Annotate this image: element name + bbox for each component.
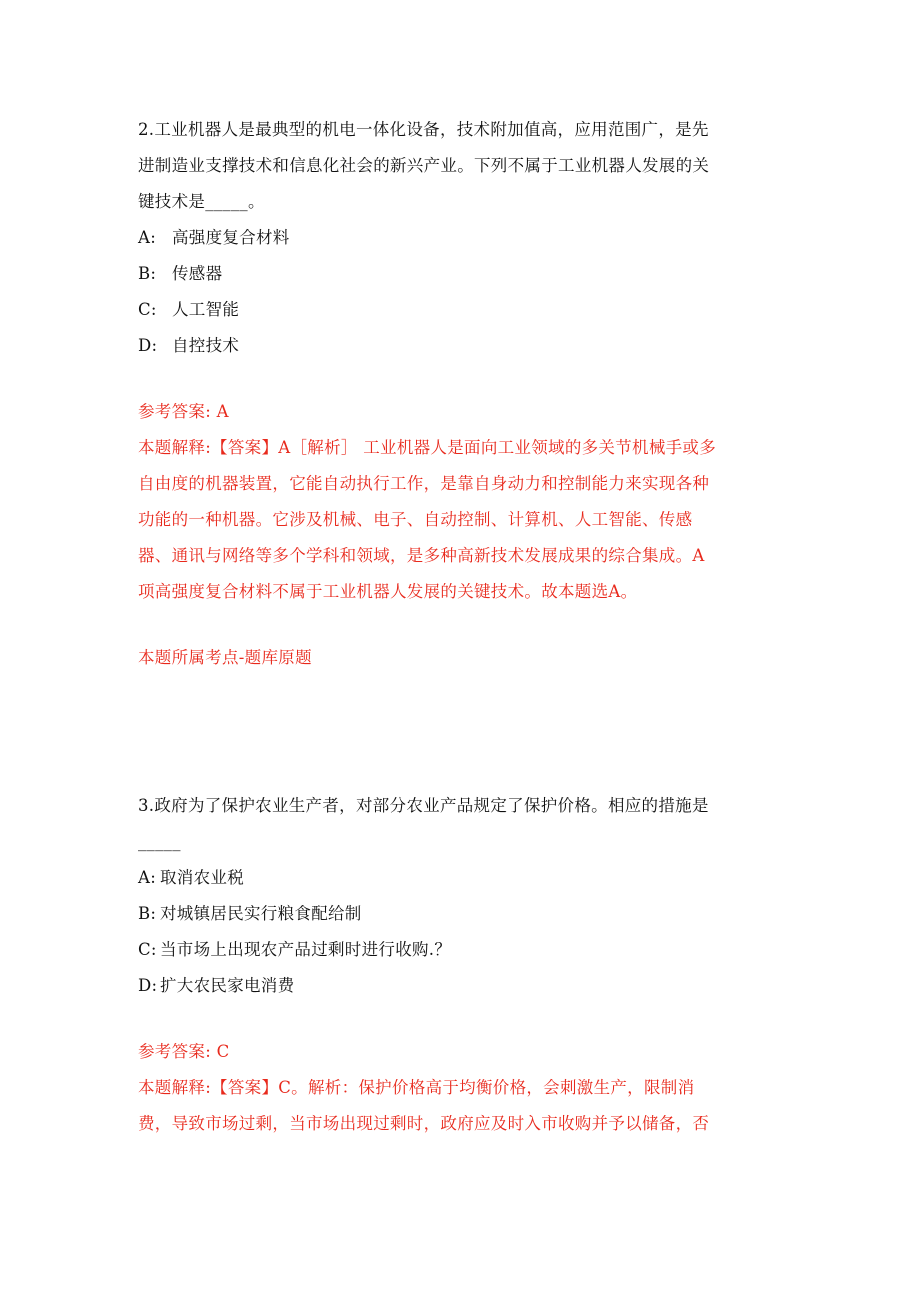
question-3-option-b	[138, 896, 788, 932]
option-letter: A:	[138, 868, 157, 887]
option-text: 取消农业税	[160, 868, 244, 887]
question-3-option-c	[138, 932, 788, 968]
question-2-explanation-line-4: 器、通讯与网络等多个学科和领域，是多种高新技术发展成果的综合集成。A	[138, 546, 705, 565]
question-2-stem-line-2: 进制造业支撑技术和信息化社会的新兴产业。下列不属于工业机器人发展的关	[138, 156, 710, 175]
option-letter: B:	[138, 264, 157, 283]
option-text: 当市场上出现农产品过剩时进行收购.？	[160, 940, 452, 959]
question-2-explanation-line-1: 本题解释:【答案】A［解析］ 工业机器人是面向工业领域的多关节机械手或多	[138, 438, 717, 457]
question-2-category: 本题所属考点-题库原题	[138, 648, 312, 667]
question-3-stem-line-2: _____	[138, 832, 181, 851]
question-2-option-d	[138, 328, 788, 364]
question-3-option-d	[138, 968, 788, 1004]
question-2-explanation-line-2: 自由度的机器装置，它能自动执行工作，是靠自身动力和控制能力来实现各种	[138, 474, 710, 493]
question-2-option-b	[138, 256, 788, 292]
option-letter: B:	[138, 904, 157, 923]
question-2-stem-line-1: 2.工业机器人是最典型的机电一体化设备，技术附加值高，应用范围广，是先	[138, 120, 709, 139]
option-text: 高强度复合材料	[172, 228, 290, 247]
option-letter: C:	[138, 940, 157, 959]
option-text: 传感器	[172, 264, 223, 283]
question-3-option-a	[138, 860, 788, 896]
question-3-explanation-line-1: 本题解释:【答案】C。解析：保护价格高于均衡价格，会刺激生产，限制消	[138, 1078, 695, 1097]
option-letter: A:	[138, 228, 157, 247]
option-text: 扩大农民家电消费	[160, 976, 295, 995]
question-2	[138, 112, 788, 676]
question-2-stem-line-3: 键技术是_____。	[138, 192, 265, 211]
question-2-explanation-line-3: 功能的一种机器。它涉及机械、电子、自动控制、计算机、人工智能、传感	[138, 510, 693, 529]
document-page	[138, 112, 788, 1142]
option-letter: D:	[138, 976, 158, 995]
option-letter: D:	[138, 336, 158, 355]
question-3-answer: 参考答案: C	[138, 1042, 230, 1061]
question-3-explanation-line-2: 费，导致市场过剩，当市场出现过剩时，政府应及时入市收购并予以储备，否	[138, 1114, 710, 1133]
question-2-option-c	[138, 292, 788, 328]
option-text: 人工智能	[172, 300, 240, 319]
question-2-explanation-line-5: 项高强度复合材料不属于工业机器人发展的关键技术。故本题选A。	[138, 582, 638, 601]
question-2-option-a	[138, 220, 788, 256]
question-3	[138, 788, 788, 1142]
question-2-answer: 参考答案: A	[138, 402, 229, 421]
option-text: 自控技术	[172, 336, 240, 355]
option-letter: C:	[138, 300, 157, 319]
option-text: 对城镇居民实行粮食配给制	[160, 904, 362, 923]
question-3-stem-line-1: 3.政府为了保护农业生产者，对部分农业产品规定了保护价格。相应的措施是	[138, 796, 709, 815]
